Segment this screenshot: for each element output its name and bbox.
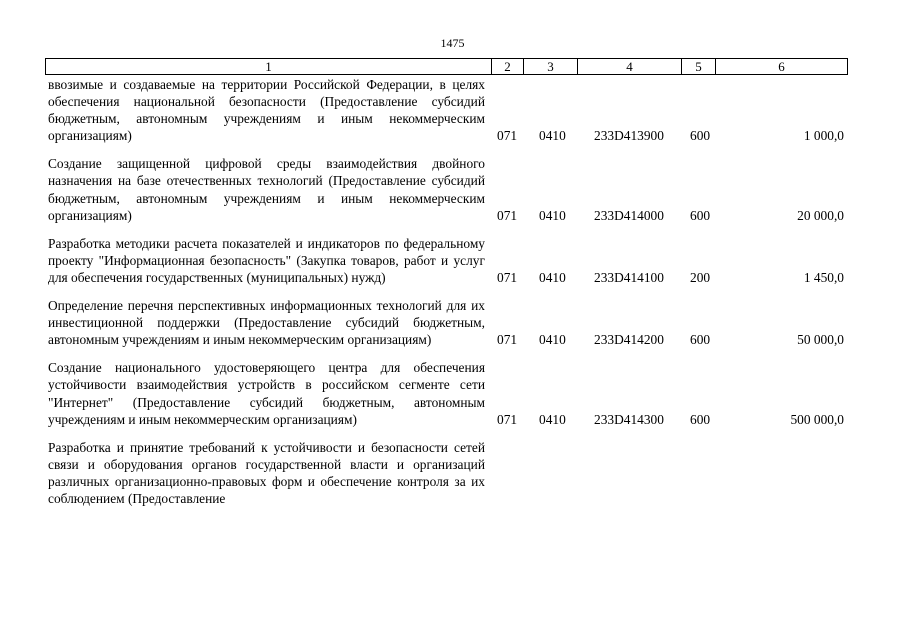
table-header bbox=[45, 58, 848, 75]
page-number: 1475 bbox=[440, 36, 465, 50]
row-amount: 500 000,0 bbox=[790, 411, 844, 427]
column-header-5: 5 bbox=[682, 59, 716, 74]
row-description: Разработка методики расчета показателей и индикаторов по федеральному проекту "Информационная безопасность" (Закупка товаров, работ и услуг для обеспечения государственных (муниципальных) нужд) bbox=[48, 235, 485, 285]
row-csr-code: 233D414100 bbox=[594, 269, 664, 285]
row-vr-code: 600 bbox=[690, 128, 711, 144]
table-row bbox=[0, 359, 905, 427]
row-section-code: 0410 bbox=[539, 411, 566, 427]
column-header-4: 4 bbox=[578, 59, 682, 74]
table-body bbox=[0, 76, 905, 518]
row-description: Разработка и принятие требований к устойчивости и безопасности сетей связи и оборудования органов государственной власти и организаций различных организационно-правовых форм и обеспечение контроля за их соблюдением (Предоставление bbox=[48, 439, 485, 506]
row-description: Определение перечня перспективных информационных технологий для их инвестиционной поддержки (Предоставление субсидий бюджетным, автономным учреждениям и иным некоммерческим организациям) bbox=[48, 298, 485, 348]
row-gr-code: 071 bbox=[497, 332, 518, 348]
row-gr-code: 071 bbox=[497, 411, 518, 427]
row-gr-code: 071 bbox=[497, 207, 518, 223]
column-header-3: 3 bbox=[524, 59, 578, 74]
column-header-1: 1 bbox=[46, 59, 492, 74]
table-row bbox=[0, 439, 905, 507]
column-header-6: 6 bbox=[778, 59, 785, 74]
row-amount: 20 000,0 bbox=[797, 207, 844, 223]
row-amount: 1 450,0 bbox=[803, 269, 844, 285]
row-vr-code: 600 bbox=[690, 207, 711, 223]
table-row bbox=[0, 235, 905, 286]
row-csr-code: 233D414200 bbox=[594, 332, 664, 348]
column-header-2: 2 bbox=[492, 59, 524, 74]
table-row bbox=[0, 155, 905, 223]
row-csr-code: 233D414000 bbox=[594, 207, 664, 223]
row-section-code: 0410 bbox=[539, 269, 566, 285]
row-csr-code: 233D414300 bbox=[594, 411, 664, 427]
table-row bbox=[0, 76, 905, 144]
row-section-code: 0410 bbox=[539, 128, 566, 144]
row-section-code: 0410 bbox=[539, 207, 566, 223]
row-vr-code: 600 bbox=[690, 411, 711, 427]
row-description: Создание защищенной цифровой среды взаимодействия двойного назначения на базе отечественных технологий (Предоставление субсидий бюджетным, автономным учреждениям и иным некоммерческим организациям) bbox=[48, 156, 485, 223]
table-row bbox=[0, 297, 905, 348]
row-description: ввозимые и создаваемые на территории Российской Федерации, в целях обеспечения национальной безопасности (Предоставление субсидий бюджетным, автономным учреждениям и иным некоммерческим организациям) bbox=[48, 77, 485, 144]
row-gr-code: 071 bbox=[497, 269, 518, 285]
row-gr-code: 071 bbox=[497, 128, 518, 144]
row-vr-code: 200 bbox=[690, 269, 711, 285]
row-csr-code: 233D413900 bbox=[594, 128, 664, 144]
row-vr-code: 600 bbox=[690, 332, 711, 348]
row-amount: 1 000,0 bbox=[803, 128, 844, 144]
row-amount: 50 000,0 bbox=[797, 332, 844, 348]
row-section-code: 0410 bbox=[539, 332, 566, 348]
row-description: Создание национального удостоверяющего центра для обеспечения устойчивости взаимодействия устройств в российском сегменте сети "Интернет" (Предоставление субсидий бюджетным, автономным учреждениям и иным некоммерческим организациям) bbox=[48, 360, 485, 427]
